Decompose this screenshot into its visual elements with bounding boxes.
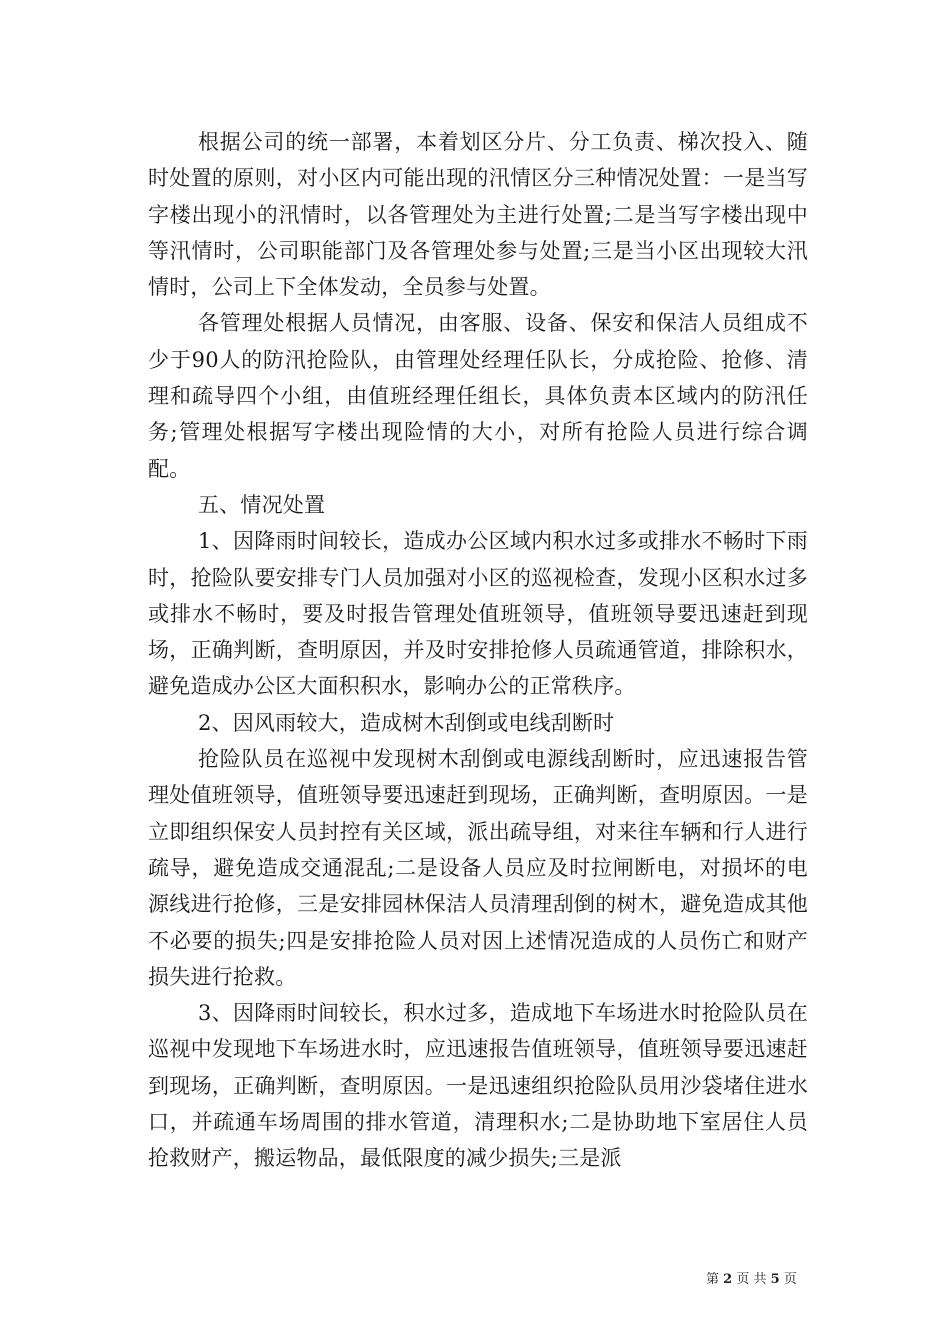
paragraph-garage-flooding: 3、因降雨时间较长，积水过多，造成地下车场进水时抢险队员在巡视中发现地下车场进水时，应迅速报告值班领导，值班领导要迅速赶到现场，正确判断，查明原因。一是迅速组织抢险队员用沙袋堵住进水口，并疏通车场周围的排水管道，清理积水;二是协助地下室居住人员抢救财产，搬运物品，最低限度的减少损失;三是派 [148,1001,808,1171]
footer-suffix: 页 [783,1272,797,1287]
paragraph-rescue-team: 各管理处根据人员情况，由客服、设备、保安和保洁人员组成不少于90人的防汛抢险队，由管理处经理任队长，分成抢险、抢修、清理和疏导四个小组，由值班经理任组长，具体负责本区域内的防汛任务;管理处根据写字楼出现险情的大小，对所有抢险人员进行综合调配。 [148,311,808,481]
paragraph-response-principle: 根据公司的统一部署，本着划区分片、分工负责、梯次投入、随时处置的原则，对小区内可能出现的汛情区分三种情况处置：一是当写字楼出现小的汛情时，以各管理处为主进行处置;二是当写字楼出现中等汛情时，公司职能部门及各管理处参与处置;三是当小区出现较大汛情时，公司上下全体发动，全员参与处置。 [148,130,808,300]
footer-prefix: 第 [706,1272,720,1287]
section-heading-situation-handling: 五、情况处置 [198,492,326,517]
paragraph-fallen-trees: 抢险队员在巡视中发现树木刮倒或电源线刮断时，应迅速报告管理处值班领导，值班领导要迅速赶到现场，正确判断，查明原因。一是立即组织保安人员封控有关区域，派出疏导组，对来往车辆和行人进行疏导，避免造成交通混乱;二是设备人员应及时拉闸断电，对损坏的电源线进行抢修，三是安排园林保洁人员清理刮倒的树木，避免造成其他不必要的损失;四是安排抢险人员对因上述情况造成的人员伤亡和财产损失进行抢救。 [148,747,808,989]
footer-current-page: 2 [723,1272,733,1287]
document-body [148,124,808,1177]
paragraph-waterlogging: 1、因降雨时间较长，造成办公区域内积水过多或排水不畅时下雨时，抢险队要安排专门人员加强对小区的巡视检查，发现小区积水过多或排水不畅时，要及时报告管理处值班领导，值班领导要迅速赶到现场，正确判断，查明原因，并及时安排抢修人员疏通管道，排除积水，避免造成办公区大面积积水，影响办公的正常秩序。 [148,529,808,699]
page-number-footer [706,1268,797,1287]
footer-middle: 页 共 [736,1272,767,1287]
footer-total-pages: 5 [770,1272,780,1287]
paragraph-wind-heading: 2、因风雨较大，造成树木刮倒或电线刮断时 [198,710,615,735]
